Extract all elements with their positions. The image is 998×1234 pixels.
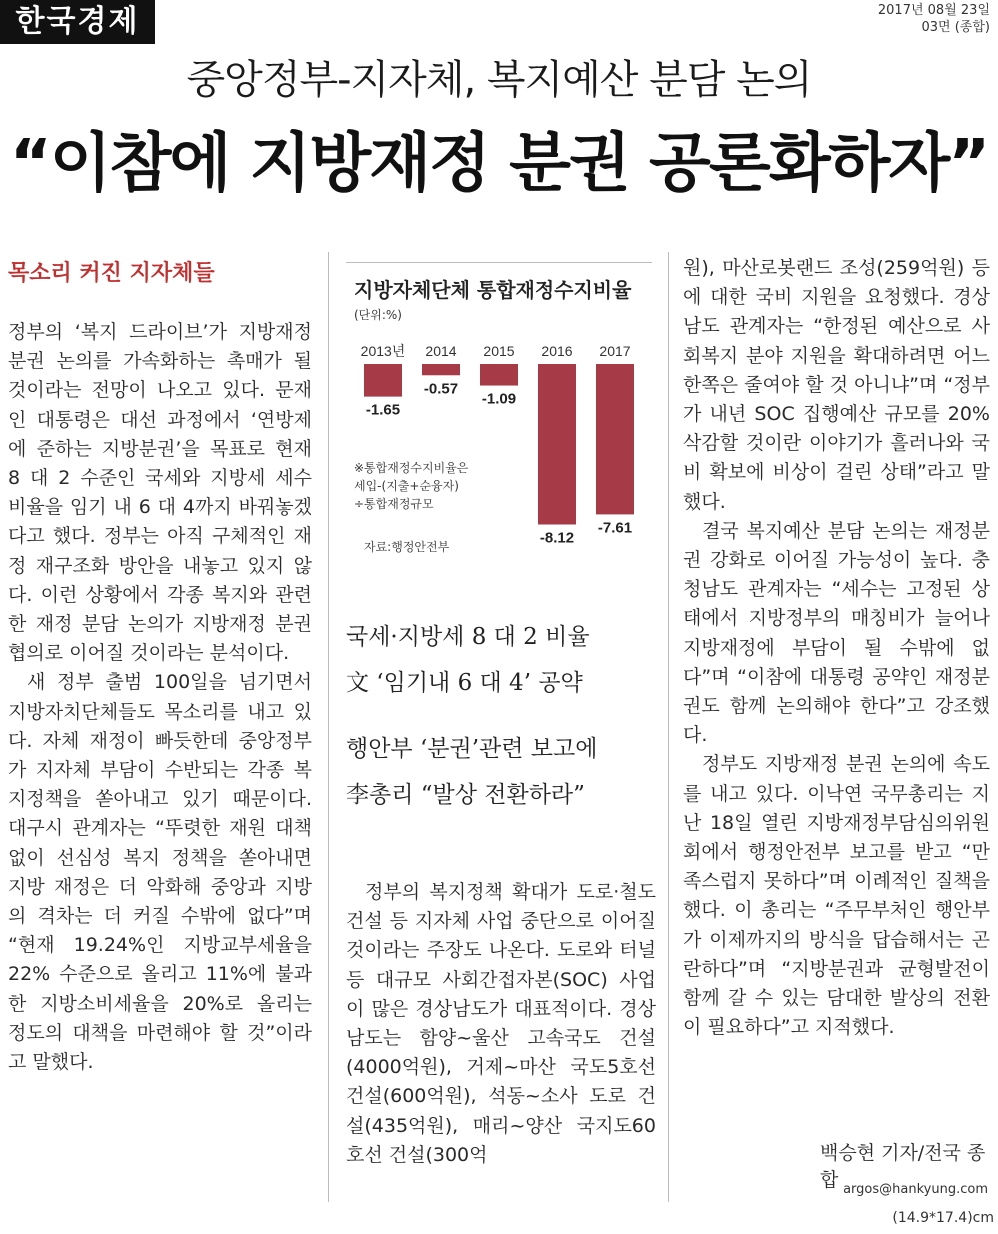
chart-title: 지방자체단체 통합재정수지비율 (354, 278, 632, 302)
chart-category-label: 2017 (599, 343, 631, 359)
reporter-email[interactable]: argos@hankyung.com (843, 1182, 988, 1197)
paragraph: 정부의 ‘복지 드라이브’가 지방재정 분권 논의를 가속화하는 촉매가 될 것이라는 전망이 나오고 있다. 문재인 대통령은 대선 과정에서 ‘연방제에 준하는 지방분권’을 목표로 현재 8 대 2 수준인 국세와 지방세 세수 비율을 임기 내 6 대 4까지 바꿔놓겠다고 했다. 정부는 아직 구체적인 재정 재구조화 방안을 내놓고 있지 않다. 이런 상황에서 각종 복지와 관련한 재정 분담 논의가 지방재정 분권 협의로 이어질 것이라는 분석이다. (8, 321, 312, 665)
chart-note-line: ※통합재정수지비율은 (354, 461, 469, 475)
paragraph: 새 정부 출범 100일을 넘기면서 지방자치단체들도 목소리를 내고 있다. 자체 재정이 빠듯한데 중앙정부가 지자체 부담이 수반되는 각종 복지정책을 쏟아내고 있기 때문이다. 대구시 관계자는 “뚜렷한 재원 대책 없이 선심성 복지 정책을 쏟아내면 지방 재정은 더 악화해 중앙과 지방의 격차는 더 커질 수밖에 없다”며 “현재 19.24%인 지방교부세율을 22% 수준으로 올리고 11%에 불과한 지방소비세율을 20%로 올리는 정도의 대책을 마련해야 할 것”이라고 말했다. (8, 671, 312, 1074)
chart-note-line: ÷통합재정규모 (354, 497, 434, 511)
chart-category-label: 2014 (425, 343, 457, 359)
fiscal-balance-chart (346, 262, 652, 562)
publication-date: 2017년 08월 23일 (877, 3, 990, 18)
headline: “이참에 지방재정 분권 공론화하자” (9, 127, 989, 201)
chart-unit: (단위:%) (354, 308, 402, 322)
chart-category-label: 2015 (483, 343, 515, 359)
chart-value-label: -1.09 (481, 390, 517, 408)
mid-headline: 文 ‘임기내 6 대 4’ 공약 (346, 670, 583, 696)
paragraph: 정부의 복지정책 확대가 도로·철도 건설 등 지자체 사업 중단으로 이어질 것이라는 주장도 나온다. 도로와 터널 등 대규모 사회간접자본(SOC) 사업이 많은 경상남도가 대표적이다. 경상남도는 함양~울산 고속국도 건설(4000억원), 거제~마산 국도5호선 건설(600억원), 석동~소사 도로 건설(435억원), 매리~양산 국지도60호선 건설(300억 (346, 881, 656, 1166)
chart-category-label: 2016 (541, 343, 573, 359)
mid-headline-group-2 (346, 726, 656, 818)
chart-source: 자료:행정안전부 (364, 540, 450, 554)
paragraph: 정부도 지방재정 분권 논의에 속도를 내고 있다. 이낙연 국무총리는 지난 18일 열린 지방재정부담심의위원회에서 행정안전부 보고를 받고 “만족스럽지 못하다”며 이례적인 질책을 했다. 이 총리는 “주무부처인 행안부가 이제까지의 방식을 답습해서는 곤란하다”며 “지방분권과 균형발전이 함께 갈 수 있는 담대한 발상의 전환이 필요하다”고 지적했다. (683, 753, 990, 1039)
chart-bar (596, 364, 634, 514)
publication-meta (878, 2, 990, 36)
subheadline: 중앙정부-지자체, 복지예산 분담 논의 (186, 57, 812, 103)
paragraph: 원), 마산로봇랜드 조성(259억원) 등에 대한 국비 지원을 요청했다. 경상남도 관계자는 “한정된 예산으로 사회복지 분야 지원을 확대하려면 어느 한쪽은 줄여야 할 것 아니냐”며 “정부가 내년 SOC 집행예산 규모를 20% 삭감할 것이란 이야기가 흘러나와 국비 확보에 비상이 걸린 상태”라고 말했다. (683, 257, 990, 513)
article-column-2 (346, 878, 656, 1170)
article-size: (14.9*17.4)cm (892, 1210, 994, 1226)
paragraph: 결국 복지예산 분담 논의는 재정분권 강화로 이어질 가능성이 높다. 충청남도 관계자는 “세수는 고정된 상태에서 지방정부의 매칭비가 늘어나 지방재정에 부담이 될 수밖에 없다”며 “이참에 대통령 공약인 재정분권도 함께 논의해야 한다”고 강조했다. (683, 519, 990, 747)
chart-note (354, 459, 468, 513)
mid-headline-group-1 (346, 614, 656, 706)
chart-bar (364, 364, 402, 397)
chart-bar (538, 364, 576, 524)
chart-plot (346, 332, 652, 562)
chart-value-label: -8.12 (539, 529, 575, 547)
page-section: 03면 (종합) (921, 20, 990, 35)
mid-headline: 행안부 ‘분권’관련 보고에 (346, 736, 598, 762)
chart-value-label: -0.57 (423, 380, 459, 398)
chart-bar (480, 364, 518, 386)
section-title: 목소리 커진 지자체들 (8, 261, 215, 286)
column-divider-right (668, 252, 669, 1202)
chart-value-label: -7.61 (597, 519, 633, 537)
chart-category-label: 2013년 (360, 343, 406, 359)
byline: 백승현 기자/전국 종합 (820, 1142, 986, 1191)
chart-value-label: -1.65 (365, 401, 401, 419)
article-column-3 (683, 254, 990, 1042)
article-column-1 (8, 318, 312, 1077)
column-divider-left (328, 252, 329, 1202)
mid-headline: 국세·지방세 8 대 2 비율 (346, 624, 590, 650)
chart-note-line: 세입-(지출+순융자) (354, 479, 459, 493)
mid-headline: 李총리 “발상 전환하라” (346, 782, 585, 808)
chart-bar (422, 364, 460, 375)
masthead-logo: 한국경제 (0, 0, 155, 44)
